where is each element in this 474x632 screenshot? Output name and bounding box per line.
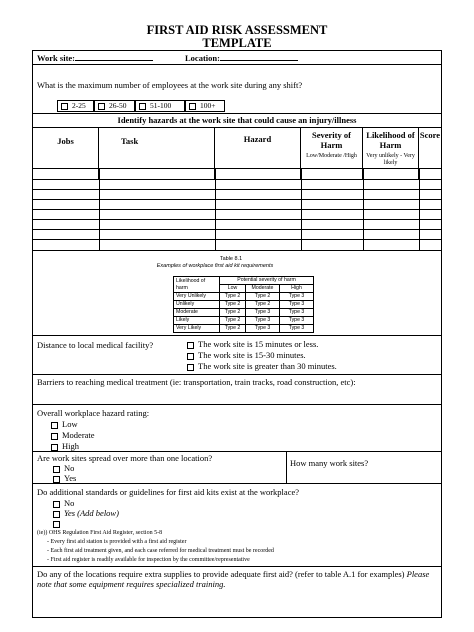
regulation-bullet: - Every first aid station is provided with a first aid register [47, 539, 187, 545]
severity-header: Severity of Harm Low/Moderate /High [301, 128, 363, 180]
employee-options [57, 100, 247, 112]
spread-question: Are work sites spread over more than one location? [37, 453, 213, 463]
work-site-label: Work site: [37, 53, 153, 63]
likelihood-col-header: Likelihood of harm [174, 277, 220, 293]
standards-question: Do additional standards or guidelines for first aid kits exist at the workplace? [37, 487, 300, 497]
medical-option-30-plus[interactable]: The work site is greater than 30 minutes. [187, 361, 337, 371]
hazard-rating-high[interactable]: High [51, 441, 79, 451]
severity-level: High [280, 285, 314, 293]
medical-option-15[interactable]: The work site is 15 minutes or less. [187, 339, 318, 349]
employees-question: What is the maximum number of employees at the work site during any shift? [37, 80, 303, 90]
kit-row: Very Unlikely Type 2 Type 2 Type 3 [174, 293, 314, 301]
medical-facility-question: Distance to local medical facility? [37, 340, 154, 350]
form-subtitle: TEMPLATE [202, 36, 272, 50]
kit-row: Moderate Type 2 Type 3 Type 3 [174, 309, 314, 317]
hazard-rating-moderate[interactable]: Moderate [51, 430, 95, 440]
employee-option-2-25[interactable]: 2-25 [57, 100, 94, 112]
regulation-bullet: - Each first aid treatment given, and each case referred for medical treatment must be recorded [47, 548, 274, 554]
spread-yes[interactable]: Yes [53, 473, 76, 483]
hazards-heading: Identify hazards at the work site that could cause an injury/illness [117, 115, 357, 125]
barriers-question: Barriers to reaching medical treatment (ie: transportation, train tracks, road construction, etc): [37, 377, 356, 387]
regulation-bullet: - First aid register is readily available for inspection by the committee/representative [47, 557, 250, 563]
kit-row: Very Likely Type 2 Type 3 Type 3 [174, 325, 314, 333]
hazard-rating-low[interactable]: Low [51, 419, 78, 429]
how-many-sites-label: How many work sites? [290, 458, 369, 468]
kit-table-section [33, 253, 441, 335]
severity-col-header: Potential severity of harm [220, 277, 314, 285]
kit-row: Unlikely Type 2 Type 2 Type 3 [174, 301, 314, 309]
spread-no[interactable]: No [53, 463, 74, 473]
score-header: Score [419, 130, 441, 140]
kit-table-caption-2: Examples of workplace first aid kit requirements [156, 263, 274, 269]
task-header: Task [99, 128, 215, 180]
kit-row: Likely Type 2 Type 3 Type 3 [174, 317, 314, 325]
hazard-table-body [33, 168, 441, 251]
employee-option-100-plus[interactable]: 100+ [185, 100, 225, 112]
standards-extra-checkbox[interactable] [53, 518, 64, 528]
hazard-rating-question: Overall workplace hazard rating: [37, 408, 150, 418]
location-label: Location: [185, 53, 298, 63]
severity-level: Low [220, 285, 246, 293]
employee-option-51-100[interactable]: 51-100 [135, 100, 185, 112]
employee-option-26-50[interactable]: 26-50 [94, 100, 135, 112]
severity-level: Moderate [246, 285, 280, 293]
medical-option-15-30[interactable]: The work site is 15-30 minutes. [187, 350, 306, 360]
jobs-header: Jobs [33, 128, 99, 180]
kit-table-caption-1: Table 8.1 [219, 256, 243, 262]
form-frame [32, 50, 442, 618]
standards-no[interactable]: No [53, 498, 74, 508]
kit-table [173, 276, 314, 333]
likelihood-header: Likelihood of Harm Very unlikely - Very likely [363, 128, 419, 180]
supplies-question: Do any of the locations require extra supplies to provide adequate first aid? (refer to table A.1 for examples) Please note that some equipment requires specialized training. [37, 569, 430, 589]
standards-yes[interactable]: Yes (Add below) [53, 508, 119, 518]
regulation-reference: (ie)) OHS Regulation First Aid Register, section 5-8 [37, 530, 163, 536]
form-title: FIRST AID RISK ASSESSMENT [146, 23, 328, 37]
hazard-header: Hazard [215, 128, 301, 180]
